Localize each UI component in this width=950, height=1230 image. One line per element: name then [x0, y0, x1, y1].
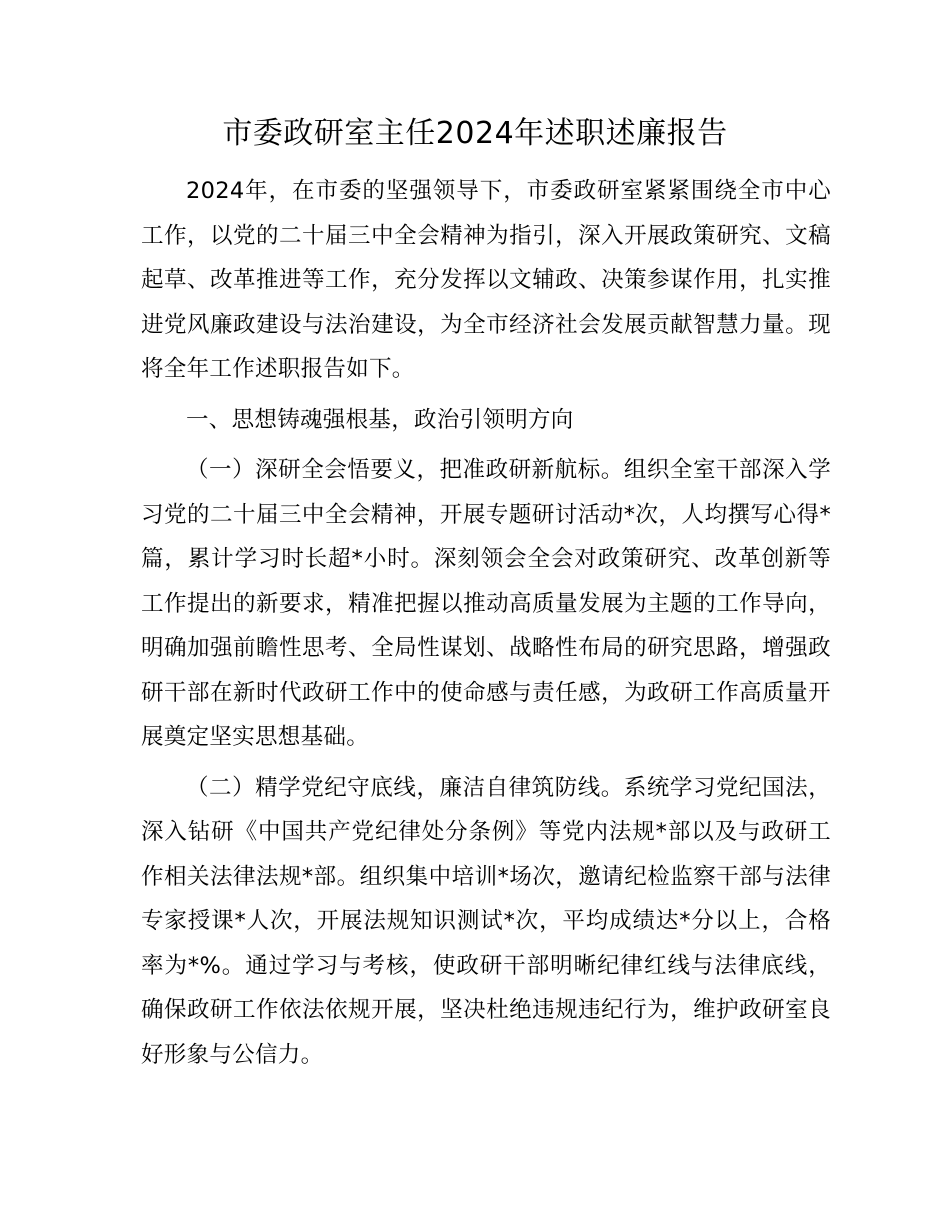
subsection-paragraph-2: （二）精学党纪守底线，廉洁自律筑防线。系统学习党纪国法，深入钻研《中国共产党纪律处分条例》等党内法规*部以及与政研工作相关法律法规*部。组织集中培训*场次，邀请纪检监察干部与法律专家授课*人次，开展法规知识测试*次，平均成绩达*分以上，合格率为*%。通过学习与考核，使政研干部明晰纪律红线与法律底线，确保政研工作依法依规开展，坚决杜绝违规违纪行为，维护政研室良好形象与公信力。	[141, 774, 831, 1068]
section-heading-1: 一、思想铸魂强根基，政治引领明方向	[186, 406, 574, 433]
intro-paragraph: 2024年，在市委的坚强领导下，市委政研室紧紧围绕全市中心工作，以党的二十届三中全会精神为指引，深入开展政策研究、文稿起草、改革推进等工作，充分发挥以文辅政、决策参谋作用，扎实推进党风廉政建设与法治建设，为全市经济社会发展贡献智慧力量。现将全年工作述职报告如下。	[141, 178, 831, 382]
document-body	[141, 169, 831, 1077]
document-title: 市委政研室主任2024年述职述廉报告	[222, 116, 728, 151]
subsection-paragraph-1: （一）深研全会悟要义，把准政研新航标。组织全室干部深入学习党的二十届三中全会精神，开展专题研讨活动*次，人均撰写心得*篇，累计学习时长超*小时。深刻领会全会对政策研究、改革创新等工作提出的新要求，精准把握以推动高质量发展为主题的工作导向，明确加强前瞻性思考、全局性谋划、战略性布局的研究思路，增强政研干部在新时代政研工作中的使命感与责任感，为政研工作高质量开展奠定坚实思想基础。	[141, 457, 831, 750]
